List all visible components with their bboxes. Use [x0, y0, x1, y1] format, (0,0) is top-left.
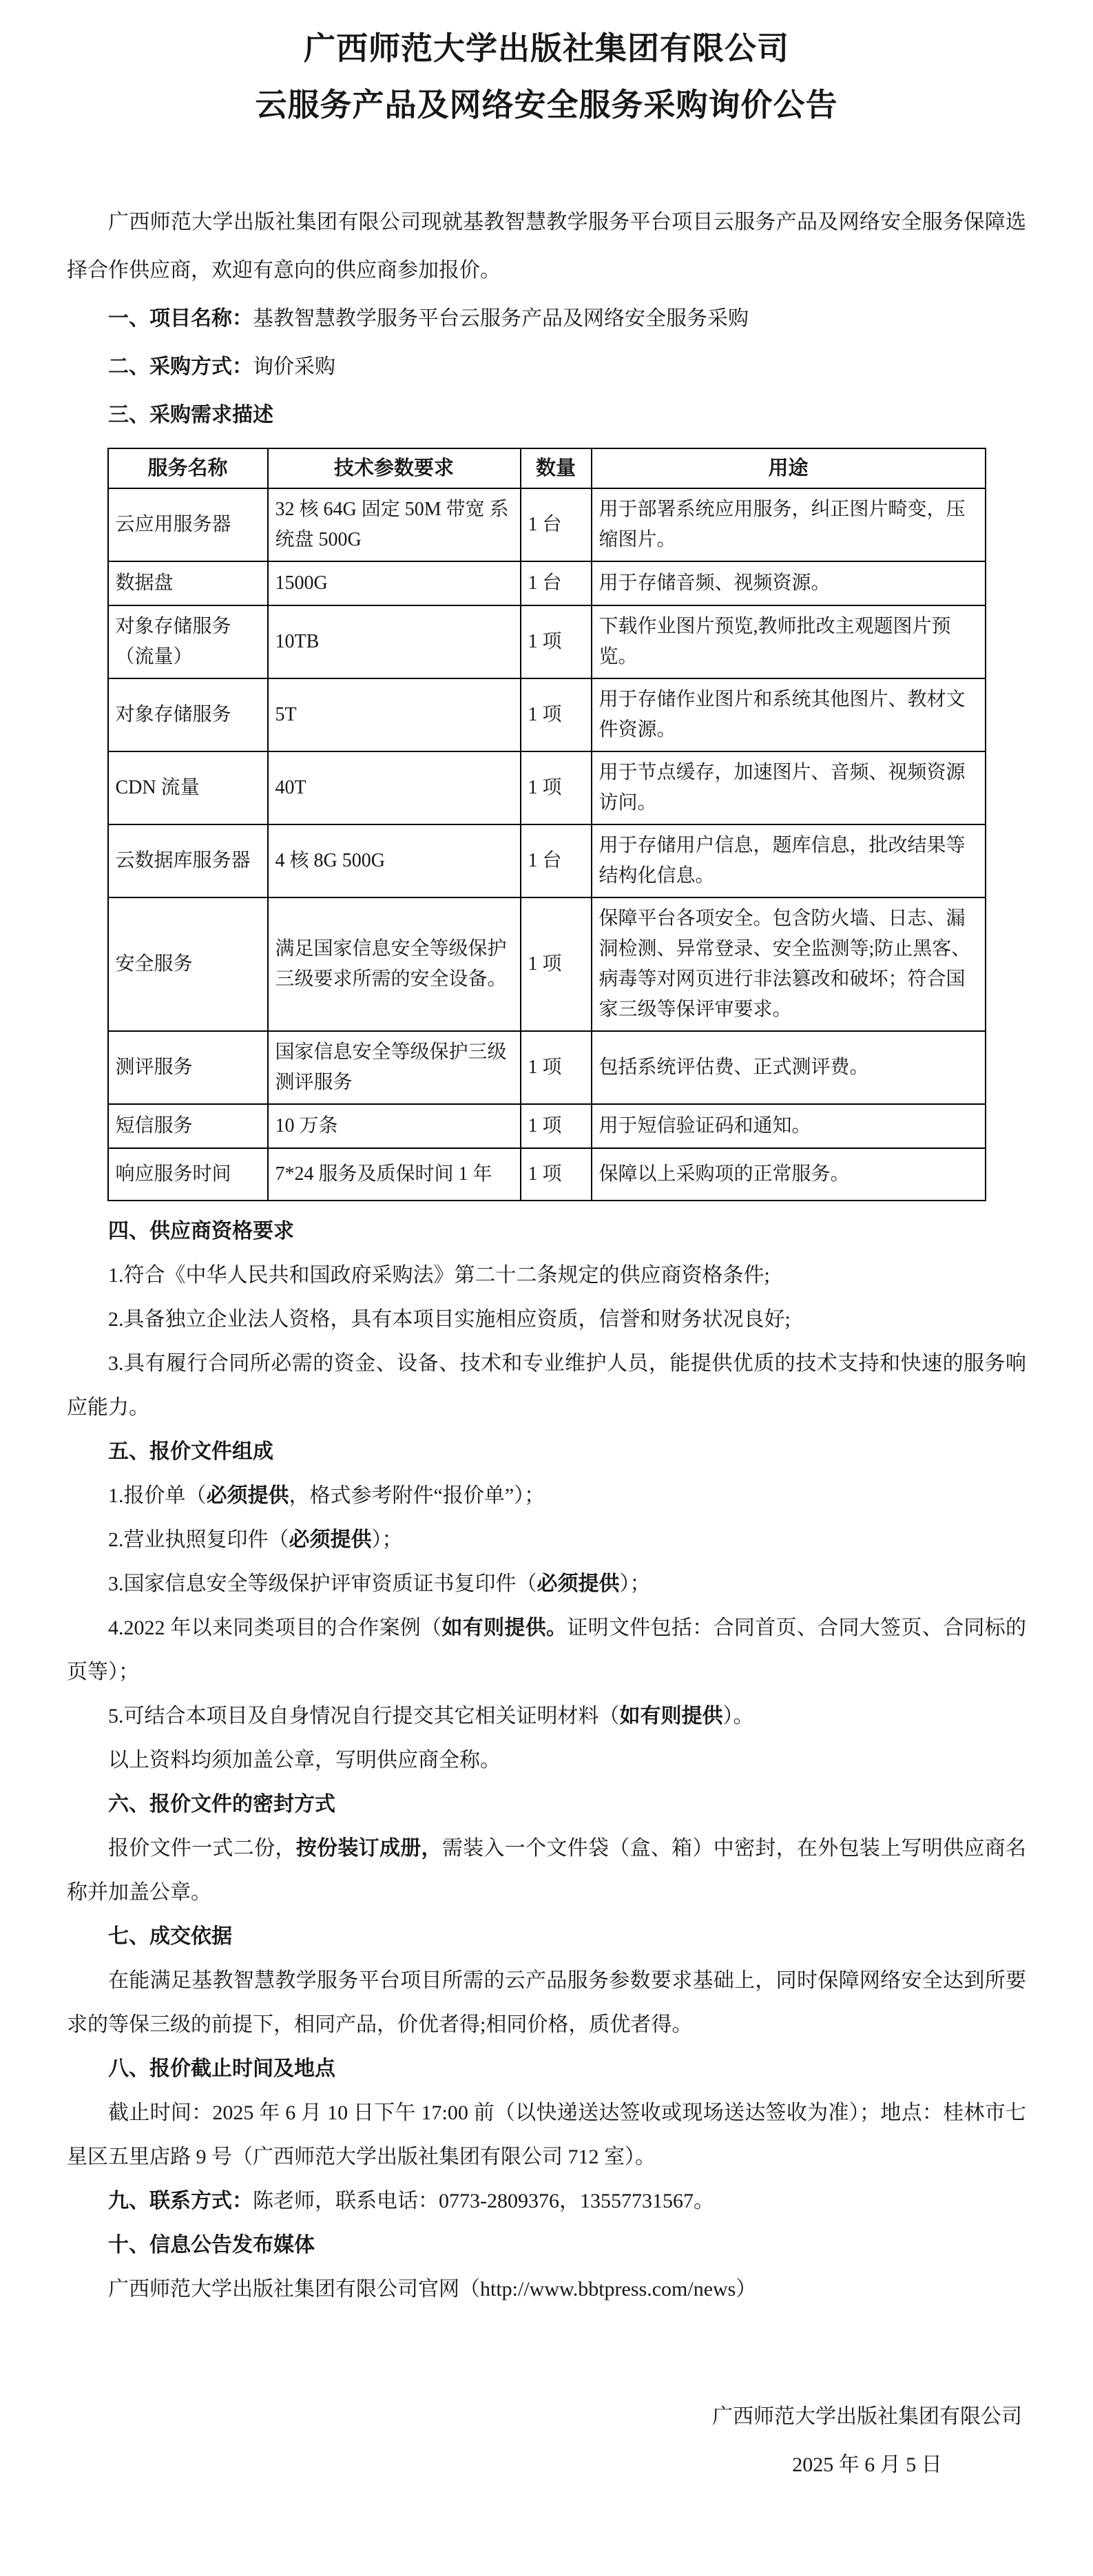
cell-service-name: 云应用服务器 — [108, 488, 268, 561]
section-4-heading: 四、供应商资格要求 — [108, 1220, 294, 1243]
section-5-heading: 五、报价文件组成 — [108, 1440, 273, 1463]
item-text: ）； — [371, 1528, 403, 1551]
section-5-item-5 — [67, 1694, 1026, 1738]
table-row — [108, 1031, 986, 1104]
section-10-paragraph: 广西师范大学出版社集团有限公司官网（http://www.bbtpress.com/news） — [108, 2278, 757, 2300]
cell-purpose: 用于存储音频、视频资源。 — [592, 561, 986, 605]
cell-quantity: 1 台 — [521, 488, 592, 561]
item-text: 5.可结合本项目及自身情况自行提交其它相关证明材料（ — [108, 1705, 620, 1727]
paragraph-text: 需装入一个文件袋（盒、箱）中密封，在外包装上写明供应商名称并加盖公章。 — [67, 1837, 1027, 1904]
section-8-heading: 八、报价截止时间及地点 — [108, 2057, 335, 2080]
section-4-item-2: 2.具备独立企业法人资格，具有本项目实施相应资质，信誉和财务状况良好; — [108, 1308, 791, 1331]
cell-tech-spec: 4 核 8G 500G — [268, 824, 521, 897]
cell-quantity: 1 项 — [521, 751, 592, 824]
section-5-item-1 — [67, 1474, 1026, 1518]
title-line-2: 云服务产品及网络安全服务采购询价公告 — [255, 87, 838, 123]
cell-service-name: 云数据库服务器 — [108, 824, 268, 897]
cell-quantity: 1 项 — [521, 678, 592, 751]
signature-date: 2025 年 6 月 5 日 — [792, 2453, 942, 2476]
cell-tech-spec: 5T — [268, 678, 521, 751]
section-3-heading: 三、采购需求描述 — [108, 404, 273, 426]
signature-org: 广西师范大学出版社集团有限公司 — [712, 2405, 1022, 2428]
section-5-item-2 — [67, 1518, 1026, 1562]
table-row — [108, 1104, 986, 1148]
cell-tech-spec: 32 核 64G 固定 50M 带宽 系统盘 500G — [268, 488, 521, 561]
cell-tech-spec: 10TB — [268, 605, 521, 678]
section-1-heading: 一、项目名称： — [108, 307, 253, 330]
cell-purpose: 用于存储用户信息，题库信息，批改结果等结构化信息。 — [592, 824, 986, 897]
cell-service-name: 数据盘 — [108, 561, 268, 605]
section-5-item-3 — [67, 1562, 1026, 1606]
col-header-purpose: 用途 — [592, 448, 986, 488]
section-5-note: 以上资料均须加盖公章，写明供应商全称。 — [108, 1749, 501, 1772]
section-8-paragraph: 截止时间：2025 年 6 月 10 日下午 17:00 前（以快递送达签收或现场送达签收为准）；地点：桂林市七星区五里店路 9 号（广西师范大学出版社集团有限公司 712 室）。 — [67, 2101, 1026, 2168]
paragraph-bold-text: 按份装订成册， — [295, 1837, 442, 1860]
section-10-heading: 十、信息公告发布媒体 — [108, 2234, 315, 2256]
section-2-text: 询价采购 — [253, 355, 335, 378]
cell-purpose: 包括系统评估费、正式测评费。 — [592, 1031, 986, 1104]
table-row — [108, 897, 986, 1031]
section-9-text: 陈老师，联系电话：0773-2809376，13557731567。 — [253, 2190, 714, 2212]
cell-service-name: 安全服务 — [108, 897, 268, 1031]
section-6-paragraph — [67, 1827, 1026, 1915]
cell-quantity: 1 项 — [521, 1104, 592, 1148]
section-6-heading: 六、报价文件的密封方式 — [108, 1793, 335, 1816]
item-text: 4.2022 年以来同类项目的合作案例（ — [108, 1617, 442, 1639]
section-4-item-3: 3.具有履行合同所必需的资金、设备、技术和专业维护人员，能提供优质的技术支持和快速的服务响应能力。 — [67, 1352, 1026, 1419]
signature-area — [67, 2393, 1026, 2489]
cell-quantity: 1 台 — [521, 824, 592, 897]
item-bold-text: 如有则提供 — [619, 1705, 723, 1727]
section-9-heading: 九、联系方式： — [108, 2190, 253, 2212]
cell-tech-spec: 1500G — [268, 561, 521, 605]
cell-tech-spec: 国家信息安全等级保护三级测评服务 — [268, 1031, 521, 1104]
cell-service-name: 响应服务时间 — [108, 1148, 268, 1201]
cell-purpose: 用于部署系统应用服务，纠正图片畸变，压缩图片。 — [592, 488, 986, 561]
cell-purpose: 保障平台各项安全。包含防火墙、日志、漏洞检测、异常登录、安全监测等;防止黑客、病毒等对网页进行非法篡改和破坏；符合国家三级等保评审要求。 — [592, 897, 986, 1031]
document-title — [67, 21, 1026, 134]
cell-quantity: 1 项 — [521, 897, 592, 1031]
item-bold-text: 必须提供 — [537, 1572, 620, 1595]
cell-tech-spec: 10 万条 — [268, 1104, 521, 1148]
item-text: ）。 — [722, 1705, 754, 1727]
section-7-paragraph: 在能满足基教智慧教学服务平台项目所需的云产品服务参数要求基础上，同时保障网络安全达到所要求的等保三级的前提下，相同产品，价优者得;相同价格，质优者得。 — [67, 1969, 1026, 2036]
cell-purpose: 用于短信验证码和通知。 — [592, 1104, 986, 1148]
cell-purpose: 用于存储作业图片和系统其他图片、教材文件资源。 — [592, 678, 986, 751]
cell-quantity: 1 项 — [521, 605, 592, 678]
procurement-table — [107, 448, 986, 1201]
item-text: 证明文件包括：合同首页、合同大签页、合同标的页等）； — [67, 1617, 1027, 1683]
item-text: ，格式参考附件“报价单”）； — [289, 1484, 545, 1507]
section-7-heading: 七、成交依据 — [108, 1925, 232, 1948]
section-9-line — [67, 2179, 1026, 2223]
cell-quantity: 1 项 — [521, 1031, 592, 1104]
cell-service-name: 测评服务 — [108, 1031, 268, 1104]
item-bold-text: 如有则提供。 — [441, 1617, 568, 1639]
cell-service-name: 短信服务 — [108, 1104, 268, 1148]
table-row — [108, 605, 986, 678]
col-header-service-name: 服务名称 — [108, 448, 268, 488]
table-row — [108, 561, 986, 605]
cell-purpose: 下载作业图片预览,教师批改主观题图片预览。 — [592, 605, 986, 678]
table-header-row — [108, 448, 986, 488]
item-text: ）； — [619, 1572, 651, 1595]
item-text: 1.报价单（ — [108, 1484, 207, 1507]
cell-tech-spec: 40T — [268, 751, 521, 824]
cell-tech-spec: 满足国家信息安全等级保护三级要求所需的安全设备。 — [268, 897, 521, 1031]
col-header-tech-spec: 技术参数要求 — [268, 448, 521, 488]
section-1-line — [67, 295, 1026, 343]
item-bold-text: 必须提供 — [206, 1484, 289, 1507]
table-row — [108, 488, 986, 561]
item-bold-text: 必须提供 — [289, 1528, 372, 1551]
cell-tech-spec: 7*24 服务及质保时间 1 年 — [268, 1148, 521, 1201]
item-text: 3.国家信息安全等级保护评审资质证书复印件（ — [108, 1572, 537, 1595]
cell-quantity: 1 台 — [521, 561, 592, 605]
section-4-item-1: 1.符合《中华人民共和国政府采购法》第二十二条规定的供应商资格条件; — [108, 1264, 770, 1287]
table-row — [108, 678, 986, 751]
item-text: 2.营业执照复印件（ — [108, 1528, 289, 1551]
table-row — [108, 824, 986, 897]
cell-service-name: 对象存储服务（流量） — [108, 605, 268, 678]
cell-service-name: 对象存储服务 — [108, 678, 268, 751]
cell-service-name: CDN 流量 — [108, 751, 268, 824]
cell-quantity: 1 项 — [521, 1148, 592, 1201]
section-2-heading: 二、采购方式： — [108, 355, 253, 378]
cell-purpose: 保障以上采购项的正常服务。 — [592, 1148, 986, 1201]
intro-paragraph: 广西师范大学出版社集团有限公司现就基教智慧教学服务平台项目云服务产品及网络安全服务保障选择合作供应商，欢迎有意向的供应商参加报价。 — [67, 211, 1026, 282]
section-1-text: 基教智慧教学服务平台云服务产品及网络安全服务采购 — [253, 307, 749, 330]
signature-block — [712, 2393, 1022, 2489]
col-header-quantity: 数量 — [521, 448, 592, 488]
section-5-item-4 — [67, 1606, 1026, 1694]
paragraph-text: 报价文件一式二份， — [108, 1837, 296, 1860]
section-2-line — [67, 343, 1026, 391]
title-line-1: 广西师范大学出版社集团有限公司 — [304, 31, 789, 66]
table-row — [108, 1148, 986, 1201]
table-row — [108, 751, 986, 824]
cell-purpose: 用于节点缓存，加速图片、音频、视频资源访问。 — [592, 751, 986, 824]
